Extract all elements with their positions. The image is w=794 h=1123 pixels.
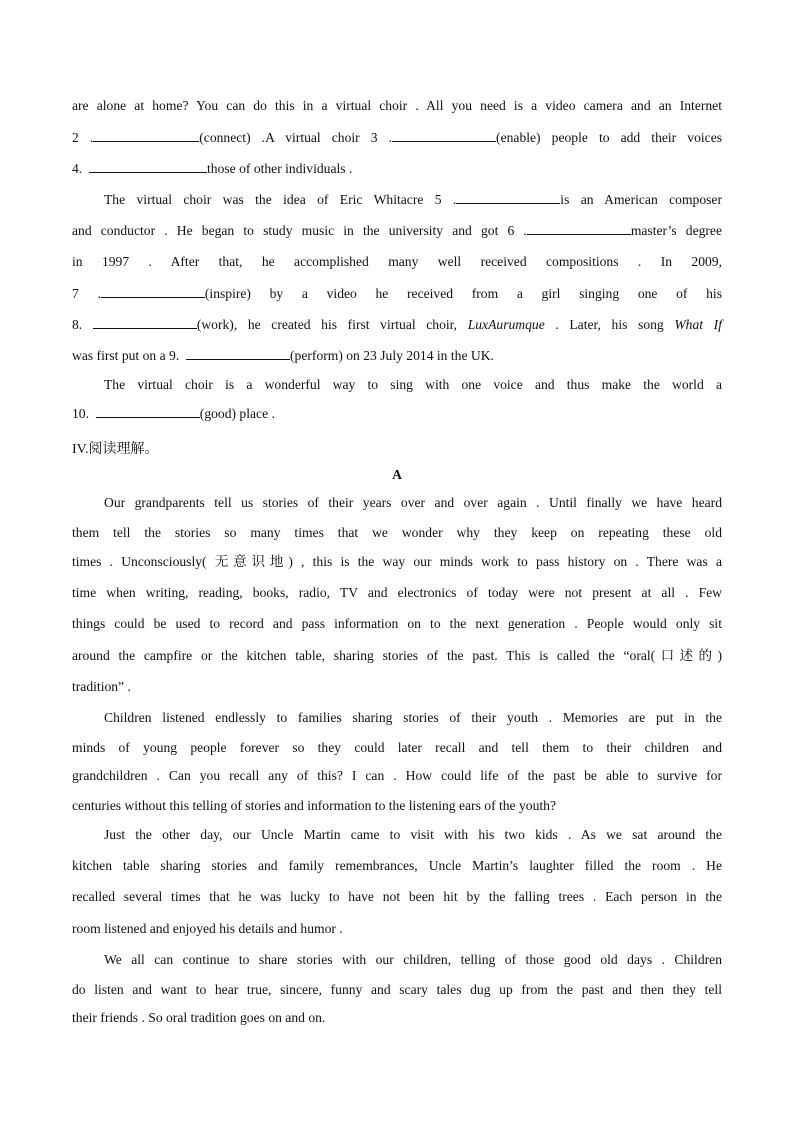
cloze-line-4 <box>104 190 722 209</box>
passage-line: them tell the stories so many times that we wonder why they keep on repeating these old <box>72 525 722 540</box>
blank-10[interactable] <box>96 404 200 418</box>
cloze-text: (connect) .A virtual choir 3 . <box>199 130 393 145</box>
passage-line: do listen and want to hear true, sincere, funny and scary tales dug up from the past and then they tell <box>72 982 722 997</box>
blank-9[interactable] <box>186 346 290 360</box>
cloze-text: and conductor . He began to study music in the university and got 6 . <box>72 223 527 238</box>
blank-8-number: 8. <box>72 317 83 332</box>
blank-2-number: 2 . <box>72 130 94 145</box>
passage-line: Our grandparents tell us stories of their years over and over again . Until finally we have heard <box>104 495 722 510</box>
passage-line: times . Unconsciously( 无意识地) , this is the way our minds work to pass history on . There was a <box>72 554 722 569</box>
passage-line: time when writing, reading, books, radio, TV and electronics of today were not present at all . Few <box>72 585 722 600</box>
passage-line: recalled several times that he was lucky to have not been hit by the falling trees . Each person in the <box>72 889 722 904</box>
blank-7-number: 7 . <box>72 286 101 301</box>
cloze-line-10: The virtual choir is a wonderful way to sing with one voice and thus make the world a <box>104 377 722 392</box>
blank-8[interactable] <box>93 315 197 329</box>
cloze-text: (perform) on 23 July 2014 in the UK. <box>290 348 494 363</box>
cloze-text: The virtual choir was the idea of Eric Whitacre 5 . <box>104 192 457 207</box>
section-heading: IV.阅读理解。 <box>72 442 159 457</box>
passage-line: kitchen table sharing stories and family remembrances, Uncle Martin’s laughter filled the room . He <box>72 858 722 873</box>
passage-label: A <box>392 467 402 482</box>
cloze-text: (good) place . <box>199 406 275 421</box>
cloze-text: master’s degree <box>630 223 722 238</box>
passage-line: Just the other day, our Uncle Martin came to visit with his two kids . As we sat around the <box>104 827 722 842</box>
song-title-lux-aurumque: LuxAurumque <box>467 317 545 332</box>
cloze-line-5 <box>72 221 722 240</box>
blank-4[interactable] <box>89 159 207 173</box>
song-title-what-if: What If <box>674 317 722 332</box>
cloze-line-2 <box>72 128 722 147</box>
passage-line: minds of young people forever so they could later recall and tell them to their children and <box>72 740 722 755</box>
cloze-text: was first put on a 9. <box>72 348 180 363</box>
blank-7[interactable] <box>101 284 205 298</box>
passage-line: room listened and enjoyed his details and humor . <box>72 921 343 936</box>
cloze-text: those of other individuals . <box>207 161 353 176</box>
passage-line: centuries without this telling of stories and information to the listening ears of the youth? <box>72 798 556 813</box>
blank-4-number: 4. <box>72 161 83 176</box>
cloze-line-7 <box>72 284 722 303</box>
cloze-line-3 <box>72 159 722 178</box>
cloze-text: (work), he created his first virtual choir, <box>196 317 458 332</box>
cloze-text: . Later, his song <box>555 317 664 332</box>
blank-10-number: 10. <box>72 406 89 421</box>
passage-line: around the campfire or the kitchen table, sharing stories of the past. This is called the “oral(口述的) <box>72 648 722 663</box>
cloze-text: (inspire) by a video he received from a girl singing one of his <box>204 286 722 301</box>
blank-2[interactable] <box>93 128 199 142</box>
passage-line: grandchildren . Can you recall any of this? I can . How could life of the past be able to survive for <box>72 768 722 783</box>
cloze-text: is an American composer <box>560 192 722 207</box>
cloze-line-6: in 1997 . After that, he accomplished many well received compositions . In 2009, <box>72 254 722 269</box>
cloze-line-11 <box>72 404 722 423</box>
passage-line: things could be used to record and pass information on to the next generation . People would only sit <box>72 616 722 631</box>
blank-3[interactable] <box>392 128 496 142</box>
cloze-text: (enable) people to add their voices <box>496 130 723 145</box>
cloze-line-9 <box>72 346 722 365</box>
passage-line: their friends . So oral tradition goes on and on. <box>72 1010 326 1025</box>
blank-5[interactable] <box>456 190 560 204</box>
passage-line: tradition” . <box>72 679 131 694</box>
cloze-line-1: are alone at home? You can do this in a virtual choir . All you need is a video camera and an Internet <box>72 98 722 113</box>
cloze-line-8 <box>72 315 722 334</box>
blank-6[interactable] <box>527 221 631 235</box>
passage-line: Children listened endlessly to families sharing stories of their youth . Memories are put in the <box>104 710 722 725</box>
passage-line: We all can continue to share stories with our children, telling of those good old days . Children <box>104 952 722 967</box>
